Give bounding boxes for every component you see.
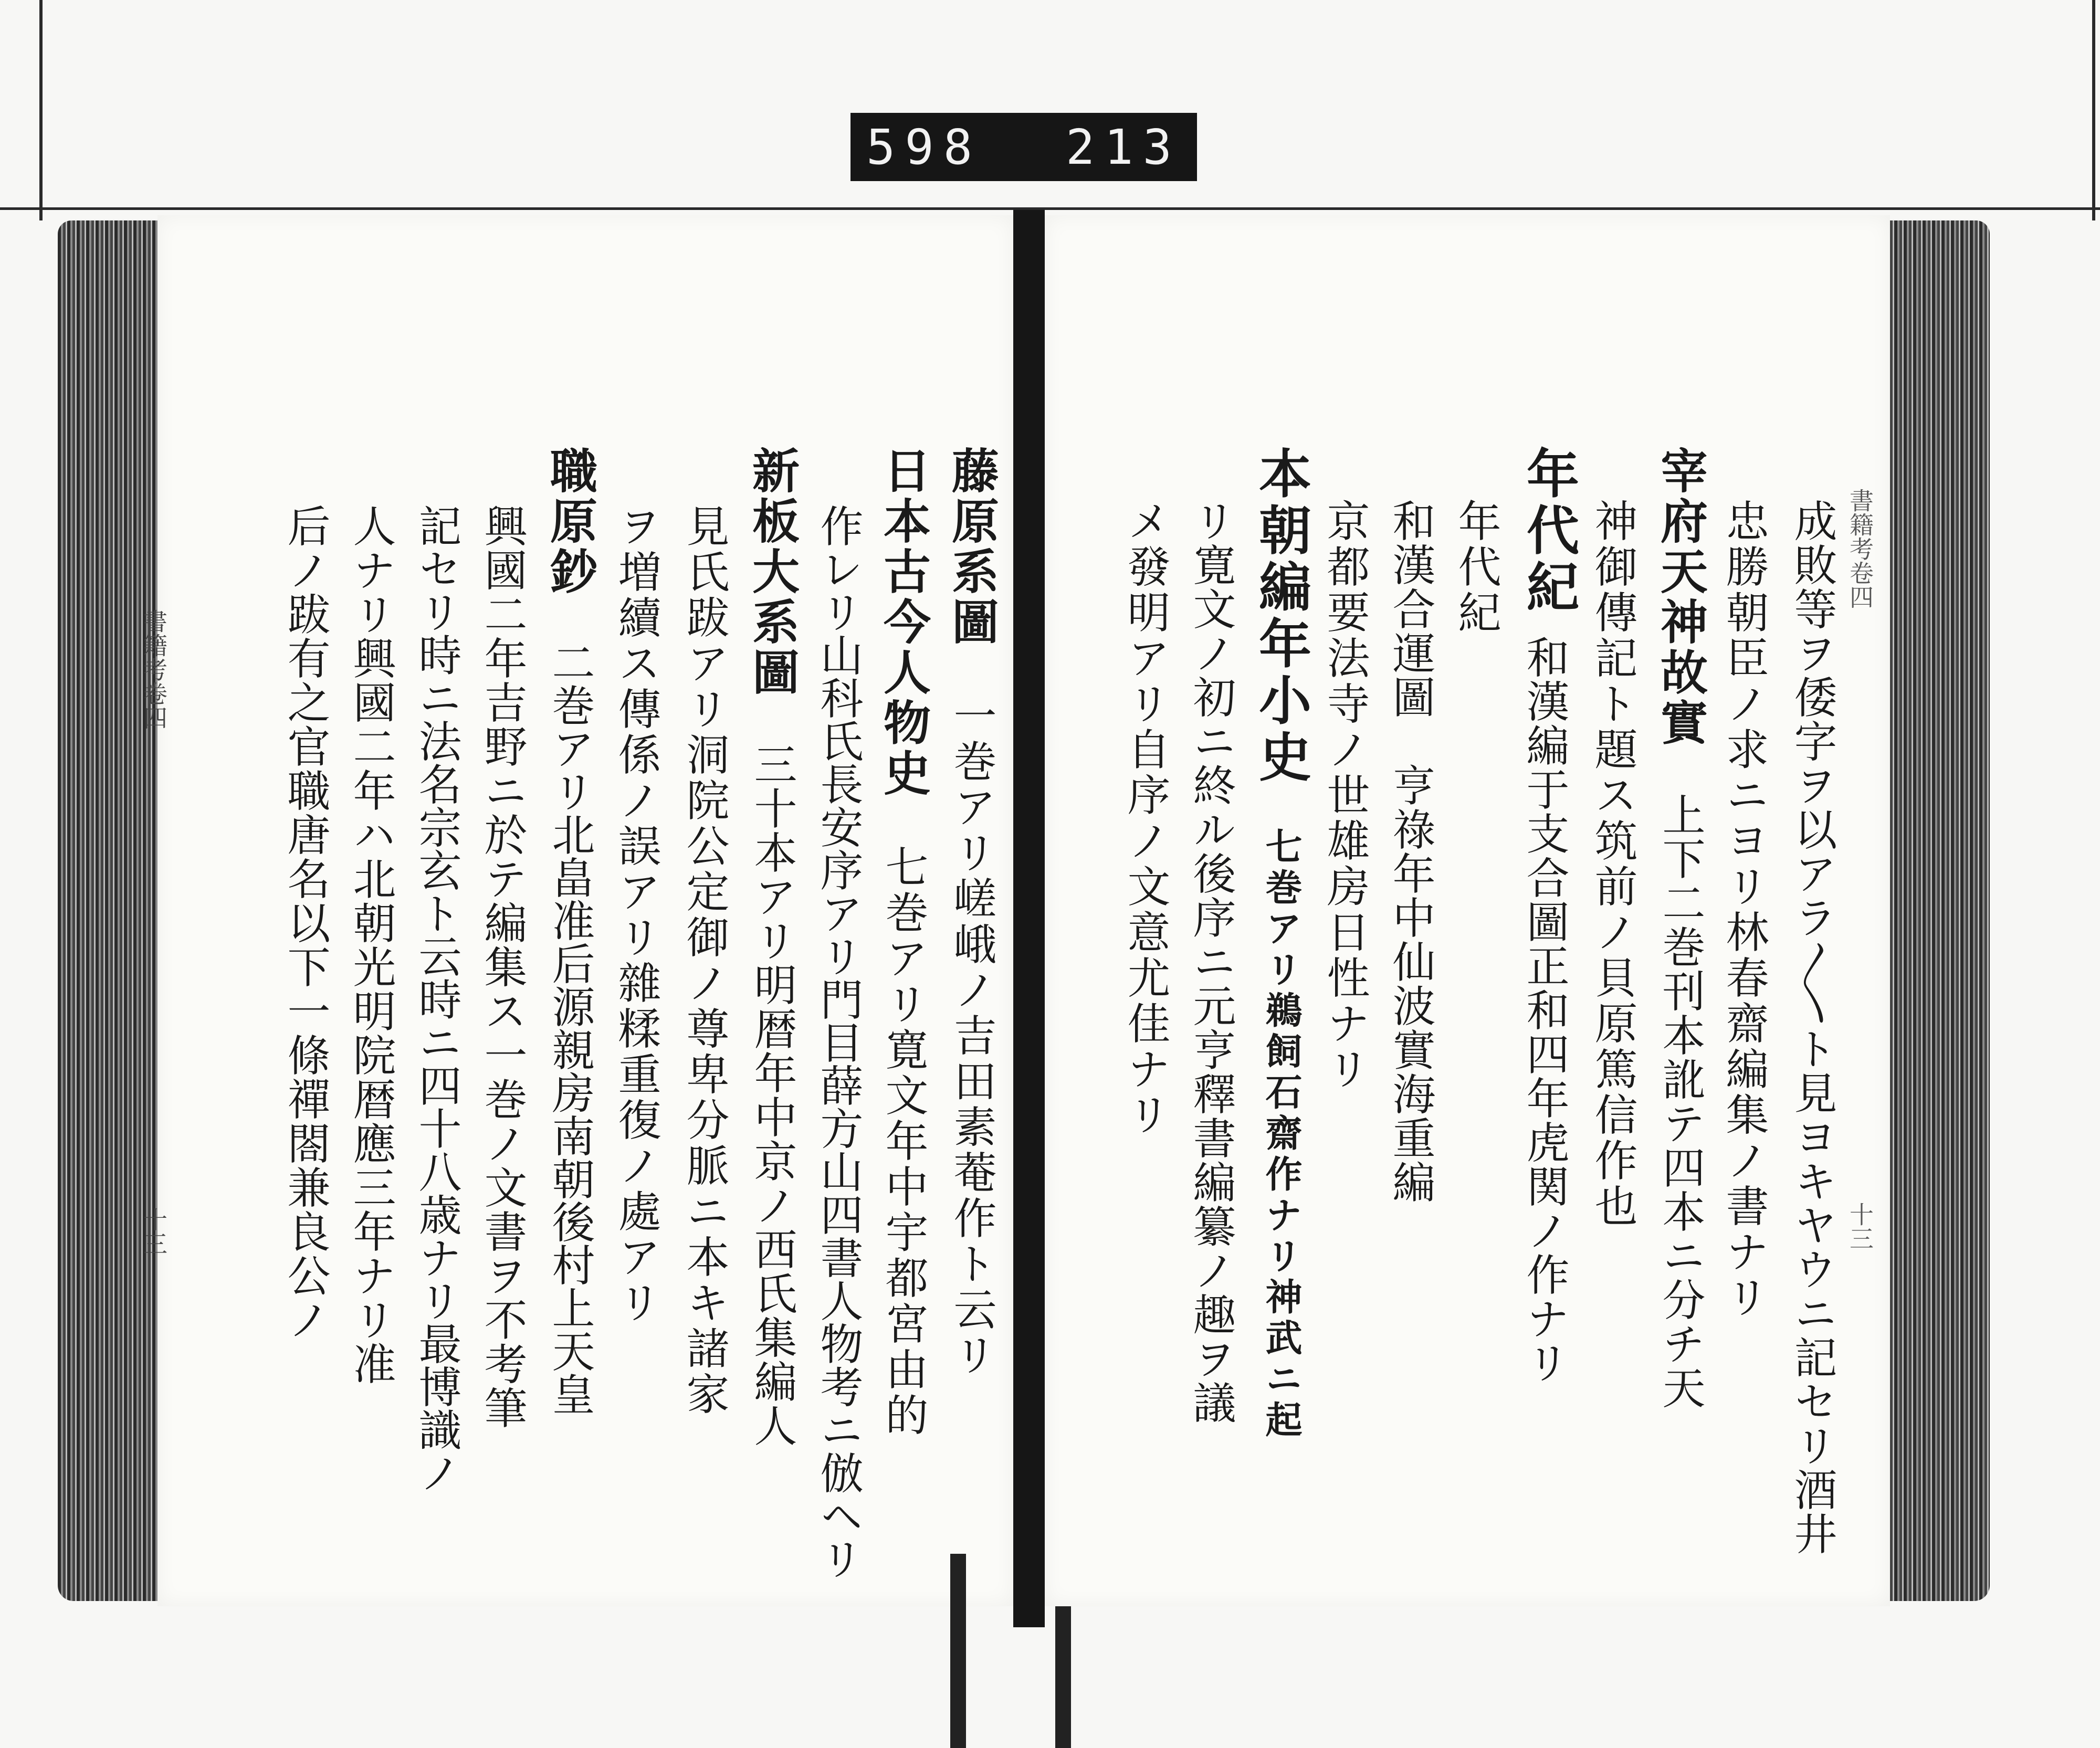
left-col-8: 興國二年吉野ニ於テ編集ス一巻ノ文書ヲ不考筆 [477, 504, 527, 1430]
film-reel-label [850, 113, 1197, 181]
right-col-3: 宰府天神故實 上下二巻刊本訛テ四本ニ分チ天 [1652, 446, 1708, 1410]
right-col-2: 忠勝朝臣ノ求ニヨリ林春齋編集ノ書ナリ [1719, 499, 1769, 1321]
left-col-6: ヲ増續ス傳係ノ誤アリ雜糅重復ノ處アリ [611, 504, 661, 1326]
right-col-5b: 和漢編于支合圖正和四年虎関ノ作ナリ [1519, 635, 1569, 1385]
left-col-9: 記セリ時ニ法名宗玄ト云時ニ四十八歳ナリ最博識ノ [412, 504, 461, 1494]
left-col-1: 藤原系圖 一巻アリ嵯峨ノ吉田素菴作ト云リ [943, 446, 999, 1378]
open-book [58, 210, 2000, 1617]
right-running-title: 書籍考卷四 [1846, 488, 1874, 609]
right-col-5: 年代紀 [1518, 446, 1580, 616]
left-col-5: 見氏跋アリ洞院公定御ノ尊卑分脈ニ本キ諸家 [679, 504, 729, 1417]
frame-number: 213 [1065, 119, 1181, 175]
right-col-11: メ發明アリ自序ノ文意尤佳ナリ [1120, 499, 1170, 1138]
right-page [1045, 215, 1890, 1606]
left-page-edges [58, 220, 163, 1601]
right-col-9: 本朝編年小史 七巻アリ鵜飼石齋作ナリ神武ニ起 [1250, 446, 1312, 1441]
left-col-10: 人ナリ興國二年ハ北朝光明院暦應三年ナリ准 [346, 504, 396, 1386]
left-col-7: 職原鈔 二巻アリ北畠准后源親房南朝後村上天皇 [542, 446, 597, 1415]
left-col-3: 作レリ山科氏長安序アリ門目薛方山四書人物考ニ倣ヘリ [813, 504, 863, 1580]
right-col-8: 京都要法寺ノ世雄房日性ナリ [1320, 499, 1370, 1092]
left-col-2: 日本古今人物史 七巻アリ寛文年中宇都宮由的 [875, 446, 931, 1438]
right-folio: 十三 [1846, 1202, 1874, 1250]
left-page [158, 215, 1013, 1606]
right-frame-line [2092, 0, 2095, 220]
gutter-shadow [950, 1554, 966, 1748]
left-frame-line [39, 0, 43, 220]
left-col-4: 新板大系圖 三十本アリ明暦年中京ノ西氏集編人 [744, 446, 800, 1448]
reel-number: 598 [866, 119, 982, 175]
left-folio: 十三 [140, 1207, 168, 1256]
right-col-6: 年代紀 [1451, 499, 1501, 636]
book-gutter [1013, 210, 1045, 1627]
right-col-10: リ寛文ノ初ニ終ル後序ニ元亨釋書編纂ノ趣ヲ議 [1186, 499, 1236, 1425]
right-page-edges [1885, 220, 1990, 1601]
left-col-11: 后ノ跋有之官職唐名以下一條禪閤兼良公ノ [280, 504, 330, 1342]
right-col-4: 神御傳記ト題ス筑前ノ貝原篤信作也 [1588, 499, 1637, 1229]
right-col-1: 成敗等ヲ倭字ヲ以アラ〱ト見ヨキヤウニ記セリ酒井 [1787, 499, 1837, 1556]
right-col-7: 和漢合運圖 亨祿年中仙波實海重編 [1385, 499, 1435, 1204]
left-running-title: 書籍考卷四 [140, 609, 168, 730]
